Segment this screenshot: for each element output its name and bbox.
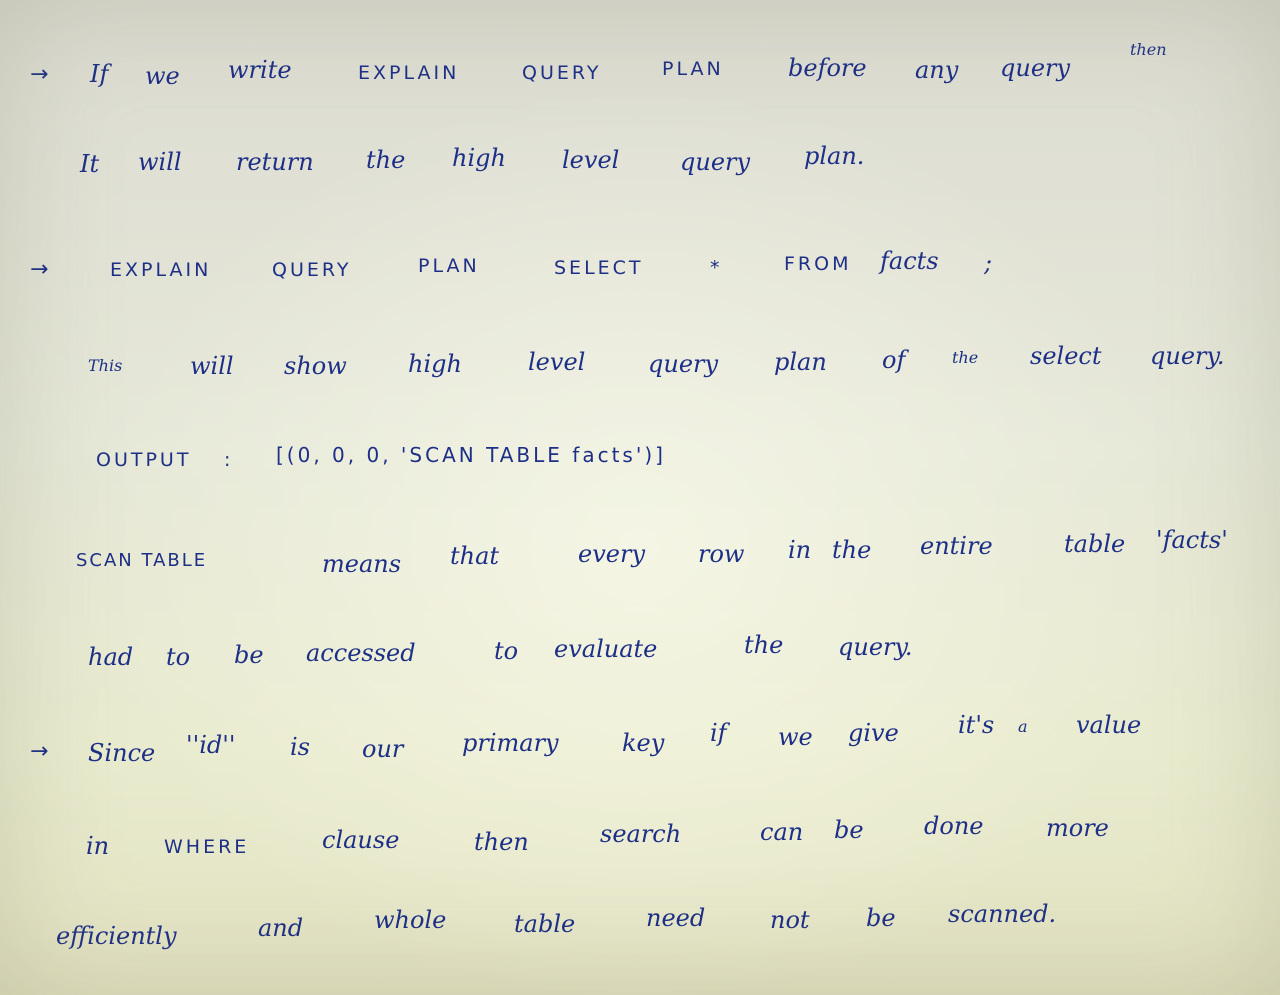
note-keyword: SELECT [554,257,644,279]
note-word: be [234,641,264,669]
note-keyword: FROM [784,253,852,275]
note-line-8 [0,711,1280,775]
note-word: show [284,352,347,380]
note-keyword: PLAN [418,255,480,277]
note-word: high [408,350,462,378]
note-word: table [514,910,576,938]
note-word: had [88,643,134,671]
note-line-10 [0,900,1280,960]
note-keyword: QUERY [522,62,602,84]
note-keyword: EXPLAIN [358,62,460,84]
note-word: clause [322,826,400,854]
note-keyword: PLAN [662,58,724,80]
note-word: query. [1150,342,1225,370]
note-word: our [362,735,404,763]
note-line-5 [0,435,1280,495]
note-word: ; [984,249,993,277]
note-line-6 [0,526,1280,590]
note-word: before [788,54,867,82]
note-word: whole [374,906,447,934]
bullet-arrow-icon: → [30,739,49,764]
note-word: query [680,148,751,176]
note-output-value: [(0, 0, 0, 'SCAN TABLE facts')] [276,443,666,467]
note-word: return [236,148,314,176]
note-word: will [138,148,182,176]
note-word: it's [958,711,995,739]
note-word: search [600,820,682,848]
note-word: query. [838,633,913,661]
note-word: plan. [804,142,865,170]
note-colon: : [224,449,234,471]
note-word: more [1046,814,1109,842]
note-word: ''id'' [186,731,236,759]
note-word: value [1076,711,1142,739]
note-line-2 [0,140,1280,200]
note-line-4 [0,340,1280,400]
note-word: then [1130,40,1167,59]
note-word: efficiently [56,922,177,950]
note-word: if [710,719,727,747]
note-word: will [190,352,234,380]
note-word: It [80,150,100,178]
note-word: high [452,144,506,172]
note-word: need [646,904,706,932]
note-word: query [1000,54,1071,82]
note-word: to [166,643,191,671]
note-word: that [450,542,500,570]
bullet-arrow-icon: → [30,62,49,87]
note-word: any [915,56,959,84]
note-word: entire [920,532,993,560]
note-word: give [848,719,899,747]
note-word: done [924,812,984,840]
note-word: level [528,348,586,376]
note-label-output: OUTPUT [96,449,192,471]
note-word: not [770,906,810,934]
bullet-arrow-icon: → [30,257,49,282]
note-word: the [744,631,784,659]
note-word: row [698,540,745,568]
note-word: If [90,60,109,88]
note-word: primary [462,729,559,757]
note-word: select [1030,342,1102,370]
note-word: table [1064,530,1126,558]
note-line-9 [0,810,1280,870]
note-line-3 [0,245,1280,305]
note-word: evaluate [554,635,658,663]
note-word: of [882,346,906,374]
note-keyword: EXPLAIN [110,259,212,281]
note-word: the [366,146,406,174]
note-word: Since [88,739,156,767]
note-keyword: WHERE [164,836,250,858]
note-word: 'facts' [1156,526,1228,554]
note-word: This [88,356,123,375]
note-word: be [866,904,896,932]
note-word: to [494,637,519,665]
note-word: key [622,729,665,757]
note-word: be [834,816,864,844]
note-word: scanned. [948,900,1057,928]
note-keyword: QUERY [272,259,352,281]
note-word: in [788,536,812,564]
note-word: level [562,146,620,174]
note-word: can [760,818,804,846]
note-word: we [145,62,180,90]
note-keyword: SCAN TABLE [76,550,208,571]
note-word: write [228,56,292,84]
note-word: in [86,832,110,860]
note-word: and [258,914,304,942]
note-word: query [648,350,719,378]
note-word: we [778,723,813,751]
note-keyword: * [710,257,723,279]
note-word: means [322,550,402,578]
note-word: accessed [306,639,416,667]
note-word: a [1018,717,1028,736]
note-word: every [578,540,645,568]
note-word: is [290,733,310,761]
note-word: the [952,348,979,367]
note-word: then [474,828,529,856]
note-word: plan [774,348,827,376]
note-word: facts [880,247,939,275]
note-line-1 [0,40,1280,110]
note-word: the [832,536,872,564]
note-line-7 [0,625,1280,685]
